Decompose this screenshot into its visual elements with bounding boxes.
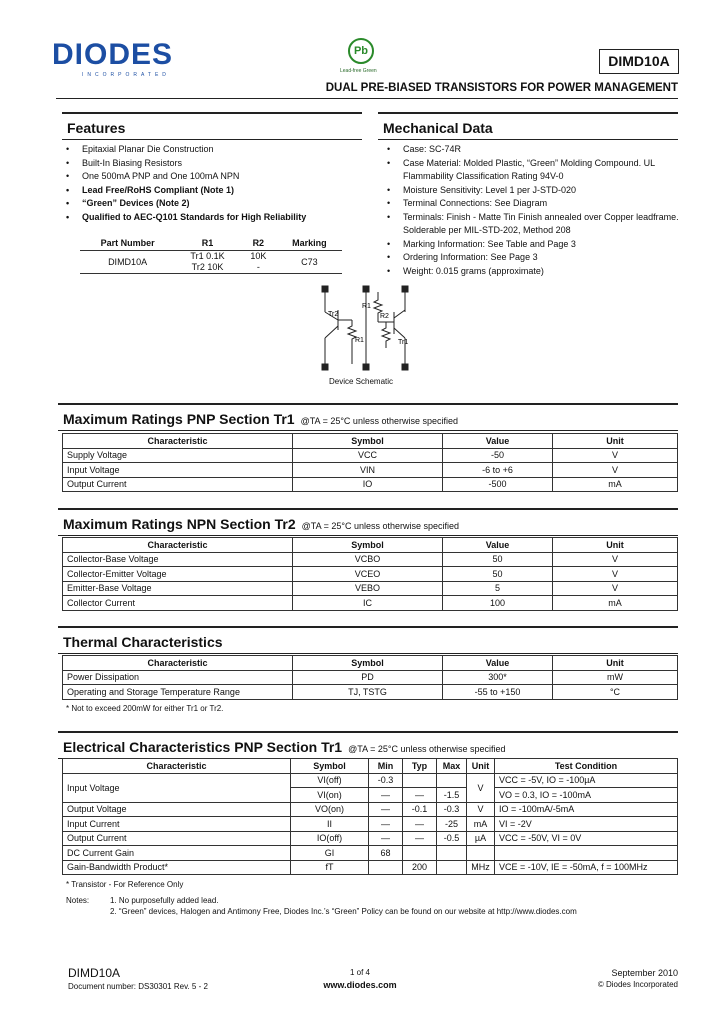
document-title: DUAL PRE-BIASED TRANSISTORS FOR POWER MANAGEMENT — [325, 82, 678, 94]
label-r1: R1 — [362, 303, 371, 310]
footer-copyright: © Diodes Incorporated — [597, 980, 678, 989]
list-item: • Built-In Biasing Resistors — [62, 157, 362, 171]
thermal-note: * Not to exceed 200mW for either Tr1 or Tr2. — [66, 704, 224, 713]
table-row: Collector-Base Voltage VCBO 50 V — [63, 552, 678, 567]
part-cell: DIMD10A — [80, 251, 175, 274]
diodes-logo: DIODES — [52, 38, 174, 71]
list-item: • Terminal Connections: See Diagram — [383, 197, 683, 211]
list-item: • Epitaxial Planar Die Construction — [62, 143, 362, 157]
col-header: Characteristic — [63, 538, 293, 553]
list-item: • Weight: 0.015 grams (approximate) — [383, 265, 683, 279]
col-header: Unit — [467, 759, 495, 774]
table-row: Output Current IO(off) — — -0.5 µA VCC = -50V, VI = 0V — [63, 831, 678, 846]
table-row: Emitter-Base Voltage VEBO 5 V — [63, 581, 678, 596]
list-item: • Lead Free/RoHS Compliant (Note 1) — [62, 184, 362, 198]
list-item: • Marking Information: See Table and Page 3 — [383, 238, 683, 252]
features-heading: Features — [62, 112, 362, 140]
notes-label: Notes: — [66, 896, 90, 905]
npn-max-heading: Maximum Ratings NPN Section Tr2 @TA = 25°C unless otherwise specified — [58, 508, 678, 536]
list-item: • Case Material: Molded Plastic, “Green” Molding Compound. UL Flammability Classification Rating 94V-0 — [383, 157, 683, 184]
table-row: Power Dissipation PD 300* mW — [63, 670, 678, 685]
col-header: Value — [443, 538, 553, 553]
list-item: • Terminals: Finish - Matte Tin Finish annealed over Copper leadframe. Solderable per MIL-STD-202, Method 208 — [383, 211, 683, 238]
lead-free-icon: Pb — [348, 38, 374, 64]
col-header: Typ — [403, 759, 437, 774]
col-header: Characteristic — [63, 759, 291, 774]
label-tr2: Tr2 — [328, 311, 339, 318]
part-table — [80, 236, 342, 274]
npn-max-table — [62, 537, 678, 611]
col-header: Characteristic — [63, 656, 293, 671]
table-row: Supply Voltage VCC -50 V — [63, 448, 678, 463]
col-header: Marking — [277, 236, 342, 251]
mechanical-heading: Mechanical Data — [378, 112, 678, 140]
header-divider — [56, 98, 678, 99]
footer-docnum: Document number: DS30301 Rev. 5 - 2 — [68, 982, 208, 991]
col-header: R2 — [240, 236, 277, 251]
footer-date: September 2010 — [611, 968, 678, 978]
part-number-box: DIMD10A — [599, 49, 679, 74]
col-header: Max — [437, 759, 467, 774]
label-r2: R2 — [380, 313, 389, 320]
col-header: Characteristic — [63, 434, 293, 449]
list-item: • Ordering Information: See Page 3 — [383, 251, 683, 265]
table-row: VI(on) — — -1.5 VO = 0.3, IO = -100mA — [63, 788, 678, 803]
col-header: Part Number — [80, 236, 175, 251]
elec-heading: Electrical Characteristics PNP Section Tr1 @TA = 25°C unless otherwise specified — [58, 731, 678, 759]
table-row: Collector-Emitter Voltage VCEO 50 V — [63, 567, 678, 582]
lead-free-label: Lead-free Green — [340, 68, 377, 74]
thermal-table — [62, 655, 678, 700]
list-item: • Case: SC-74R — [383, 143, 683, 157]
table-row: Output Current IO -500 mA — [63, 477, 678, 492]
list-item: • “Green” Devices (Note 2) — [62, 197, 362, 211]
table-row: Input Voltage VI(off) -0.3 V VCC = -5V, IO = -100µA — [63, 773, 678, 788]
col-header: Symbol — [291, 759, 369, 774]
table-row: Input Voltage VIN -6 to +6 V — [63, 463, 678, 478]
table-row: DC Current Gain GI 68 — [63, 846, 678, 861]
table-row: Gain-Bandwidth Product* fT 200 MHz VCE = -10V, IE = -50mA, f = 100MHz — [63, 860, 678, 875]
col-header: Symbol — [293, 656, 443, 671]
table-row: Input Current II — — -25 mA VI = -2V — [63, 817, 678, 832]
footer-part: DIMD10A — [68, 966, 121, 980]
pnp-max-table — [62, 433, 678, 492]
label-tr1: Tr1 — [398, 339, 409, 346]
col-header: Test Condition — [495, 759, 678, 774]
list-item: • Qualified to AEC-Q101 Standards for High Reliability — [62, 211, 362, 225]
schematic-caption: Device Schematic — [329, 377, 394, 386]
list-item: • One 500mA PNP and One 100mA NPN — [62, 170, 362, 184]
col-header: Value — [443, 434, 553, 449]
table-row: Output Voltage VO(on) — -0.1 -0.3 V IO = -100mA/-5mA — [63, 802, 678, 817]
table-row: Collector Current IC 100 mA — [63, 596, 678, 611]
list-item: • Moisture Sensitivity: Level 1 per J-STD-020 — [383, 184, 683, 198]
marking-cell: C73 — [277, 251, 342, 274]
logo-subtitle: INCORPORATED — [82, 72, 170, 78]
note-1: 1. No purposefully added lead. — [110, 896, 219, 905]
thermal-heading: Thermal Characteristics — [58, 626, 678, 654]
col-header: Unit — [553, 434, 678, 449]
col-header: Unit — [553, 538, 678, 553]
footer-page: 1 of 4 — [349, 968, 370, 977]
col-header: Symbol — [293, 434, 443, 449]
col-header: R1 — [175, 236, 240, 251]
col-header: Symbol — [293, 538, 443, 553]
device-schematic — [318, 282, 418, 374]
note-2: 2. “Green” devices, Halogen and Antimony Free, Diodes Inc.’s “Green” Policy can be found on our website at http://www.diodes.com — [110, 907, 577, 916]
pnp-max-heading: Maximum Ratings PNP Section Tr1 @TA = 25°C unless otherwise specified — [58, 403, 678, 431]
table-row: Operating and Storage Temperature Range TJ, TSTG -55 to +150 °C — [63, 685, 678, 700]
mechanical-list — [383, 143, 683, 278]
col-header: Unit — [553, 656, 678, 671]
r2-cell: 10K - — [240, 251, 277, 274]
elec-note: * Transistor - For Reference Only — [66, 880, 184, 889]
label-r1: R1 — [355, 337, 364, 344]
col-header: Min — [369, 759, 403, 774]
col-header: Value — [443, 656, 553, 671]
features-list — [62, 143, 362, 224]
footer-url[interactable]: www.diodes.com — [323, 980, 397, 990]
elec-table — [62, 758, 678, 875]
r1-cell: Tr1 0.1K Tr2 10K — [175, 251, 240, 274]
